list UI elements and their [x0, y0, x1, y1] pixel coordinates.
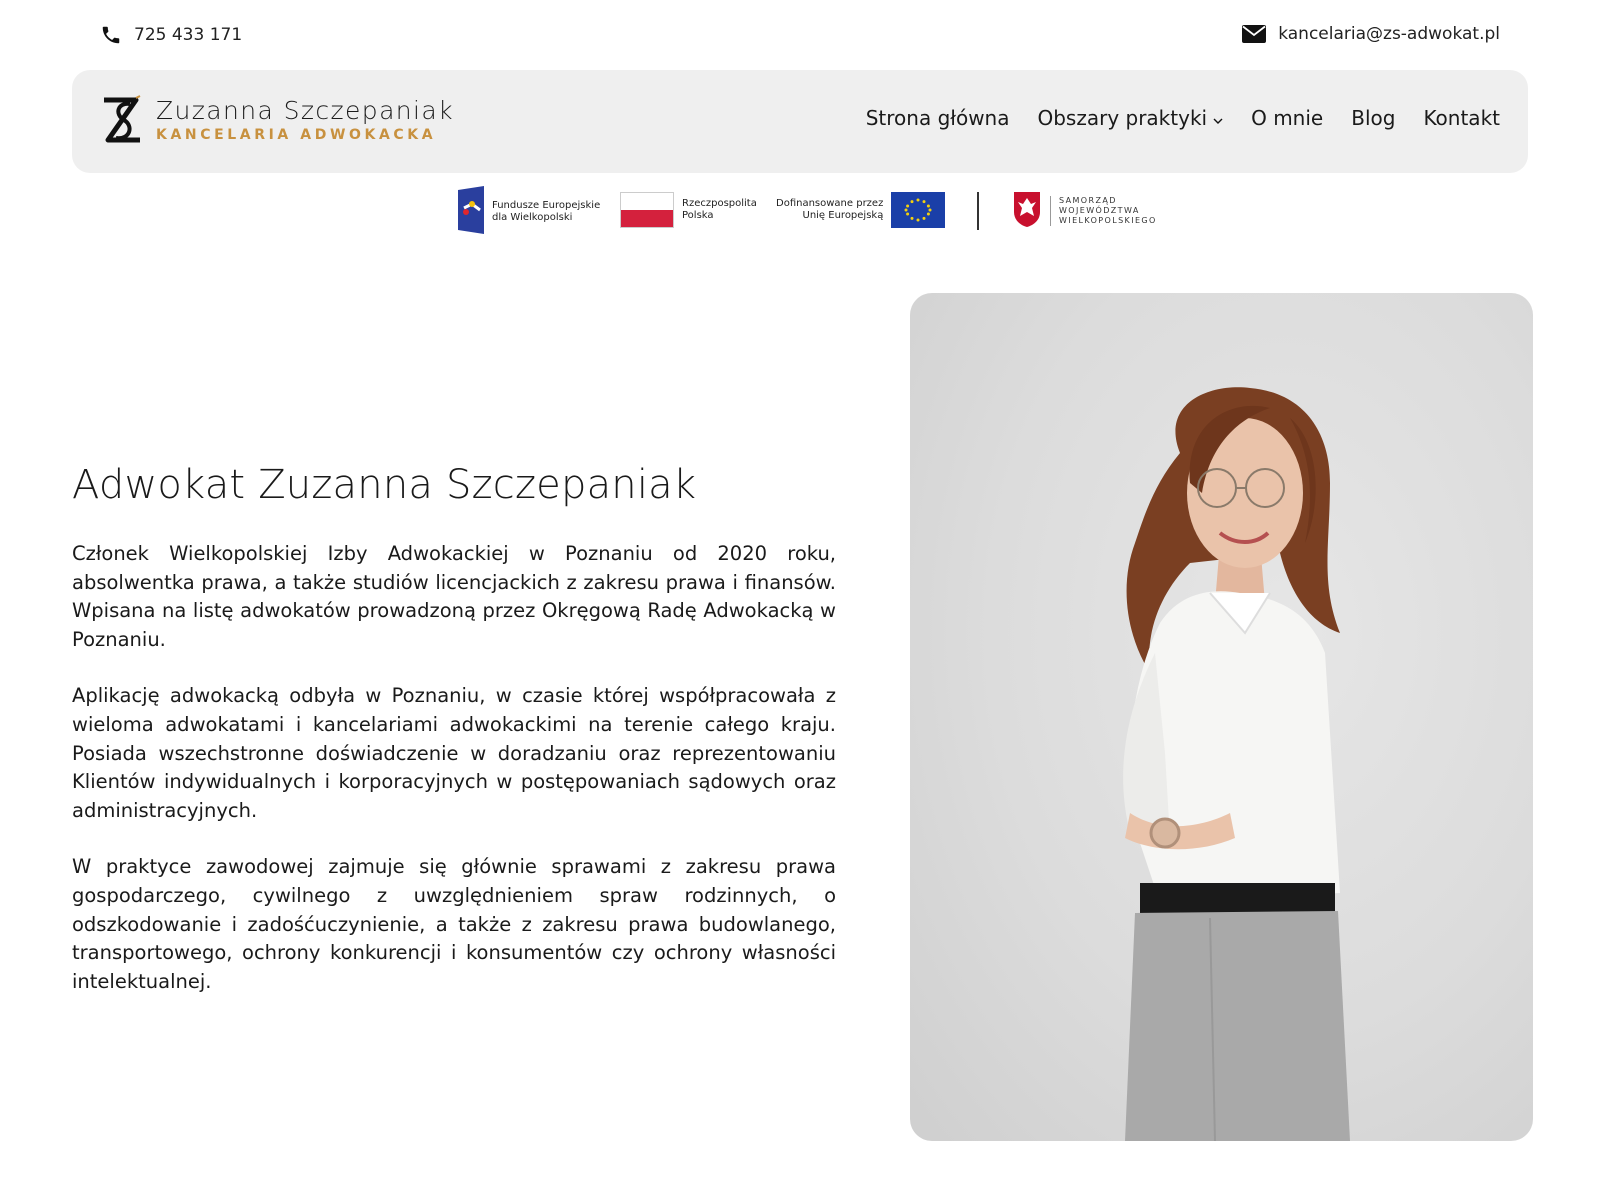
wlkp-line-2: WOJEWÓDZTWA	[1059, 206, 1140, 215]
top-contact-bar	[0, 0, 1600, 70]
site-header	[72, 70, 1528, 173]
rp-text	[682, 198, 757, 222]
chevron-down-icon	[1213, 106, 1223, 130]
funding-divider	[977, 192, 979, 230]
nav-item-home[interactable]	[866, 106, 1010, 130]
eu-text	[776, 198, 883, 222]
nav-item-practice-areas[interactable]	[1037, 106, 1223, 130]
bio-paragraph-3: W praktyce zawodowej zajmuje się głównie sprawami z zakresu prawa gospodarczego, cywilnego z uwzględnieniem spraw rodzinnych, o odszkodowanie i zadośćuczynienie, a także z zakresu prawa budowlanego, transportowego, ochrony konkurencji i konsumentów czy ochrony własności intelektualnej.	[72, 855, 836, 993]
bio-content	[72, 540, 836, 1024]
wlkp-line-3: WIELKOPOLSKIEGO	[1059, 216, 1157, 225]
eu-line-2: Unię Europejską	[802, 210, 884, 221]
email-link[interactable]	[1242, 24, 1500, 44]
email-address: kancelaria@zs-adwokat.pl	[1278, 24, 1500, 44]
wlkp-line-1: SAMORZĄD	[1059, 196, 1117, 205]
fe-logo	[458, 186, 600, 238]
rp-line-2: Polska	[682, 210, 714, 221]
eu-line-1: Dofinansowane przez	[776, 198, 884, 209]
nav-item-label: Blog	[1351, 106, 1396, 130]
rp-line-1: Rzeczpospolita	[682, 198, 757, 209]
bio-paragraph-1: Członek Wielkopolskiej Izby Adwokackiej w Poznaniu od 2020 roku, absolwentka prawa, a także studiów licencjackich z zakresu prawa i finansów. Wpisana na listę adwokatów prowadzoną przez Okręgową Radę Adwokacką w Poznaniu.	[72, 542, 836, 651]
fe-text	[492, 200, 600, 224]
polish-flag-icon	[620, 192, 674, 228]
wlkp-logo	[1012, 190, 1157, 232]
funding-logos	[458, 184, 1157, 236]
nav-item-contact[interactable]	[1423, 106, 1500, 130]
nav-item-blog[interactable]	[1351, 106, 1395, 130]
page-title: Adwokat Zuzanna Szczepaniak	[72, 462, 697, 508]
envelope-icon	[1242, 25, 1266, 43]
site-logo[interactable]	[100, 94, 454, 146]
rp-logo	[620, 192, 757, 228]
wlkp-crest-icon	[1012, 190, 1042, 232]
nav-item-about[interactable]	[1251, 106, 1323, 130]
eu-logo	[776, 192, 945, 228]
logo-text	[156, 96, 454, 144]
nav-item-label: O mnie	[1251, 106, 1324, 130]
phone-icon	[100, 24, 122, 46]
nav-item-label: Obszary praktyki	[1037, 106, 1208, 130]
logo-name: Zuzanna Szczepaniak	[156, 96, 454, 125]
portrait-photo	[910, 293, 1533, 1141]
nav-item-label: Kontakt	[1423, 106, 1500, 130]
fe-line-2: dla Wielkopolski	[492, 212, 573, 223]
fe-star-icon	[458, 186, 484, 238]
bio-paragraph-2: Aplikację adwokacką odbyła w Poznaniu, w czasie której współpracowała z wieloma adwokatami i kancelariami adwokackimi na terenie całego kraju. Posiada wszechstronne doświadczenie w doradzaniu oraz reprezentowaniu Klientów indywidualnych i korporacyjnych w postępowaniach sądowych oraz administracyjnych.	[72, 684, 836, 822]
wlkp-text	[1050, 196, 1157, 226]
fe-line-1: Fundusze Europejskie	[492, 200, 601, 211]
main-nav	[866, 106, 1500, 130]
nav-item-label: Strona główna	[865, 106, 1010, 130]
logo-subtitle: KANCELARIA ADWOKACKA	[156, 127, 437, 143]
eu-flag-icon	[891, 192, 945, 228]
phone-link[interactable]	[100, 24, 242, 46]
zs-monogram-icon	[100, 94, 144, 146]
phone-number: 725 433 171	[134, 25, 243, 45]
